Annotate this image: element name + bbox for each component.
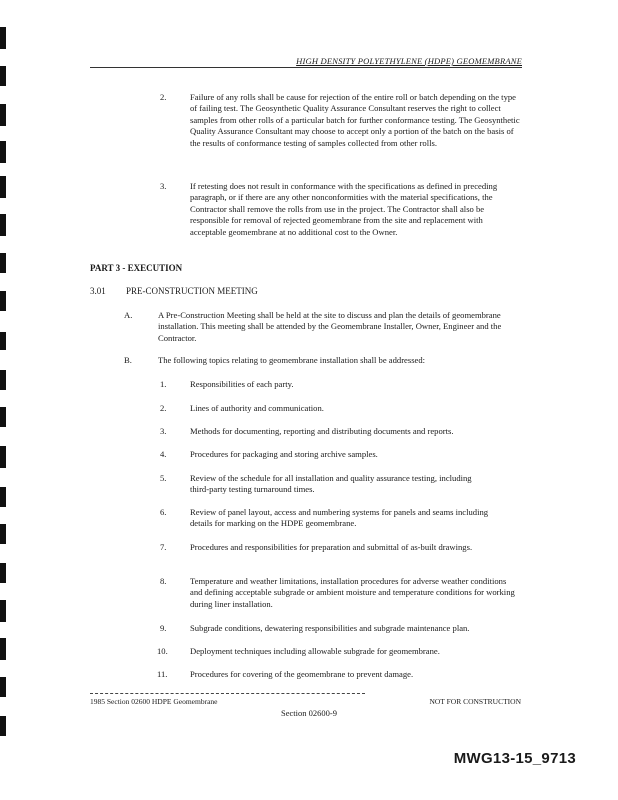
header-rule — [90, 67, 522, 68]
footer-page-number: Section 02600-9 — [281, 708, 337, 718]
paragraph-label: B. — [124, 355, 132, 365]
topic-number: 6. — [160, 507, 167, 517]
topic-text: Temperature and weather limitations, installation procedures for adverse weather conditions and defining acceptable subgrade or ambient moisture and temperature conditions for working during liner installation. — [190, 576, 515, 609]
topic-number: 2. — [160, 403, 167, 413]
topic-number: 3. — [160, 426, 167, 436]
subsection-number: 3.01 — [90, 286, 106, 296]
scan-edge-mark — [0, 446, 6, 468]
scan-edge-mark — [0, 638, 6, 660]
topic-text: Procedures and responsibilities for preparation and submittal of as-built drawings. — [190, 542, 473, 552]
scan-edge-mark — [0, 214, 6, 236]
topic-number: 9. — [160, 623, 167, 633]
part-heading: PART 3 - EXECUTION — [90, 263, 183, 273]
scan-edge-mark — [0, 677, 6, 697]
scan-edge-mark — [0, 487, 6, 507]
topic-number: 11. — [157, 669, 168, 679]
scan-edge-mark — [0, 370, 6, 390]
scan-edge-mark — [0, 27, 6, 49]
scan-edge-mark — [0, 253, 6, 273]
scan-edge-mark — [0, 104, 6, 126]
scan-edge-mark — [0, 141, 6, 163]
topic-text: Procedures for covering of the geomembrane to prevent damage. — [190, 669, 414, 679]
item-text: If retesting does not result in conformance with the specifications as defined in preceding paragraph, or if there are any other nonconformities with the material specifications, the Contractor shall remove the rolls from use in the project. The Contractor shall also be responsible for removal of rejected geomembrane from the site and replacement with acceptable geomembrane at no additional cost to the Owner. — [190, 181, 498, 237]
scan-edge-mark — [0, 563, 6, 583]
paragraph-text: The following topics relating to geomembrane installation shall be addressed: — [158, 355, 426, 365]
footer-rule — [90, 693, 365, 694]
subsection-title: PRE-CONSTRUCTION MEETING — [126, 286, 258, 296]
scan-edge-mark — [0, 600, 6, 622]
footer-left: 1985 Section 02600 HDPE Geomembrane — [90, 697, 218, 706]
item-number: 2. — [160, 92, 167, 102]
topic-text: Responsibilities of each party. — [190, 379, 294, 389]
topic-number: 4. — [160, 449, 167, 459]
topic-text: Methods for documenting, reporting and distributing documents and reports. — [190, 426, 454, 436]
scan-edge-mark — [0, 332, 6, 350]
paragraph-label: A. — [124, 310, 133, 320]
paragraph-text: A Pre-Construction Meeting shall be held at the site to discuss and plan the details of geomembrane installation. This meeting shall be attended by the Geomembrane Installer, Owner, Engineer and the Contractor. — [158, 310, 502, 343]
topic-text: Review of the schedule for all installation and quality assurance testing, including third-party testing turnaround times. — [190, 473, 472, 495]
scan-edge-mark — [0, 407, 6, 427]
topic-text: Subgrade conditions, dewatering responsibilities and subgrade maintenance plan. — [190, 623, 470, 633]
header-title: HIGH DENSITY POLYETHYLENE (HDPE) GEOMEMBRANE — [296, 56, 522, 66]
bates-stamp: MWG13-15_9713 — [453, 750, 576, 767]
topic-number: 5. — [160, 473, 167, 483]
topic-text: Lines of authority and communication. — [190, 403, 324, 413]
scan-edge-mark — [0, 716, 6, 736]
scan-edge-mark — [0, 66, 6, 86]
topic-number: 10. — [157, 646, 168, 656]
scan-edge-mark — [0, 176, 6, 198]
topic-text: Deployment techniques including allowable subgrade for geomembrane. — [190, 646, 440, 656]
footer-right: NOT FOR CONSTRUCTION — [429, 697, 521, 706]
topic-number: 1. — [160, 379, 167, 389]
item-number: 3. — [160, 181, 167, 191]
scan-edge-mark — [0, 291, 6, 311]
topic-number: 7. — [160, 542, 167, 552]
topic-text: Review of panel layout, access and numbering systems for panels and seams including details for marking on the HDPE geomembrane. — [190, 507, 489, 529]
topic-text: Procedures for packaging and storing archive samples. — [190, 449, 378, 459]
topic-number: 8. — [160, 576, 167, 586]
scan-edge-mark — [0, 524, 6, 544]
item-text: Failure of any rolls shall be cause for rejection of the entire roll or batch depending on the type of failing test. The Geosynthetic Quality Assurance Consultant reserves the right to collect samples from other rolls of a particular batch for further conformance testing. The Geosynthetic Quality Assurance Consultant may choose to accept only a portion of the batch on the basis of the results of conformance testing of samples collected from other rolls. — [190, 92, 520, 148]
